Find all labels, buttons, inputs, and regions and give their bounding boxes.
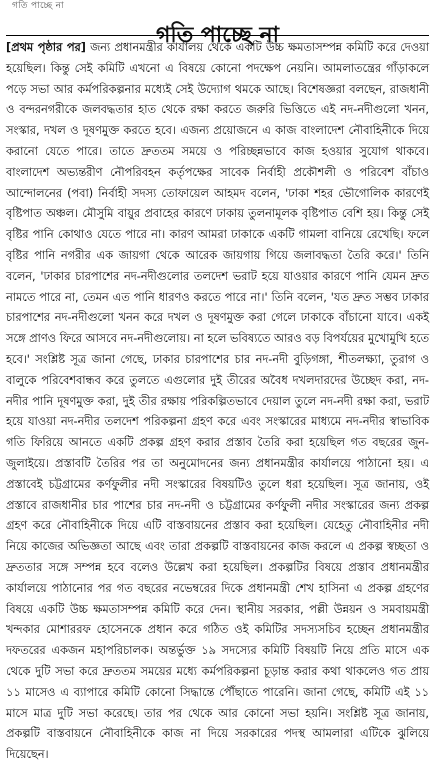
previous-page-clipping: গতি পাচ্ছে না [12,1,64,11]
article-body [6,38,429,762]
continuation-marker: [প্রথম পৃষ্ঠার পর] [6,41,86,54]
article-headline: গতি পাচ্ছে না [155,22,280,48]
article-paragraph [6,38,429,766]
article-text: জন্য প্রধানমন্ত্রীর কার্যালয় থেকে একটি উচ্চ ক্ষমতাসম্পন্ন কমিটি করে দেওয়া হয়েছিল। কিন্তু সেই কমিটি এখনো এ বিষয়ে কোনো পদক্ষেপ নেয়নি। আমলাতন্ত্রের গাঁড়াকলে পড়ে সভা আর কর্মপরিকল্পনার মধ্যেই সেই উদ্যোগ থমকে আছে। বিশেষজ্ঞরা বলছেন, রাজধানী ও বন্দরনগরীকে জলবদ্ধতার হাত থেকে রক্ষা করতে জরুরি ভিত্তিতে এই নদ-নদীগুলো খনন, সংস্কার, দখল ও দূষণমুক্ত করতে হবে। এজন্য প্রয়োজনে এ কাজ বাংলাদেশ নৌবাহিনীকে দিয়ে করানো যেতে পারে। তাতে দ্রুততম সময়ে ও পরিচ্ছন্নভাবে কাজ হওয়ার সুযোগ থাকবে। বাংলাদেশ অভ্যন্তরীণ নৌপরিবহন কর্তৃপক্ষের সাবেক নির্বাহী প্রকৌশলী ও পরিবেশ বাঁচাও আন্দোলনের (পবা) নির্বাহী সদস্য তোফায়েল আহমদ বলেন, 'ঢাকা শহর ভৌগোলিক কারণেই বৃষ্টিপাত অঞ্চল। মৌসুমি বায়ুর প্রবাহের কারণে ঢাকায় তুলনামূলক বৃষ্টিপাত বেশি হয়। কিন্তু সেই বৃষ্টির পানি কোথাও যেতে পারে না। কারণ আমরা ঢাকাকে একটি গামলা বানিয়ে রেখেছি। ফলে বৃষ্টির পানি নগরীর এক জায়গা থেকে আরেক জায়গায় গিয়ে জলাবদ্ধতা তৈরি করে।' তিনি বলেন, 'ঢাকার চারপাশের নদ-নদীগুলোর তলদেশ ভরাট হয়ে যাওয়ার কারণে পানি যেমন দ্রুত নামতে পারে না, তেমন এত পানি ধারণও করতে পারে না।' তিনি বলেন, 'যত দ্রুত সম্ভব ঢাকার চারপাশের নদ-নদীগুলো খনন করে দখল ও দূষণমুক্ত করা গেলে ঢাকাকে বাঁচানো যাবে। একই সঙ্গে প্রাণও ফিরে আসবে নদ-নদীগুলোয়। না হলে ভবিষ্যতে আরও বড় বিপর্যয়ের মুখোমুখি হতে হবে।' সংশ্লিষ্ট সূত্র জানা গেছে, ঢাকার চারপাশের চার নদ-নদী বুড়িগঙ্গা, শীতলক্ষ্যা, তুরাগ ও বালুকে পরিবেশবান্ধব করে তুলতে এগুলোর দুই তীরের অবৈধ দখলদারদের উচ্ছেদ করা, নদ-নদীর পানি দূষণমুক্ত করা, দুই তীর রক্ষায় পরিকল্পিতভাবে দেয়াল তুলে নদ-নদী রক্ষা করা, ভরাট হয়ে যাওয়া নদ-নদীর তলদেশ পরিকল্পনা গ্রহণ করে এবং সংস্কারের মাধ্যমে নদ-নদীর স্বাভাবিক গতি ফিরিয়ে আনতে একটি প্রকল্প গ্রহণ করার প্রস্তাব তৈরি করা হয়েছিল গত বছরের জুন-জুলাইয়ে। প্রস্তাবটি তৈরির পর তা অনুমোদনের জন্য প্রধানমন্ত্রীর কার্যালয়ে পাঠানো হয়। এ প্রস্তাবেই চট্টগ্রামের কর্ণফুলীর নদী সংস্কারের বিষয়টিও তুলে ধরা হয়েছিল। সূত্র জানায়, ওই প্রস্তাবে রাজধানীর চার পাশের চার নদ-নদী ও চট্টগ্রামের কর্ণফুলী নদীর সংস্কারের জন্য প্রকল্প গ্রহণ করে নৌবাহিনীকে দিয়ে এটি বাস্তবায়নের প্রস্তাব করা হয়েছিল। যেহেতু নৌবাহিনীর নদী নিয়ে কাজের অভিজ্ঞতা আছে এবং তারা প্রকল্পটি বাস্তবায়নের কাজ করলে এ প্রকল্প স্বচ্ছতা ও দ্রুততার সঙ্গে সম্পন্ন হবে বলেও উল্লেখ করা হয়েছিল। প্রকল্পটির বিষয়ে প্রস্তাব প্রধানমন্ত্রীর কার্যালয়ে পাঠানোর পর গত বছরের নভেম্বরের দিকে প্রধানমন্ত্রী শেখ হাসিনা এ প্রকল্প গ্রহণের বিষয়ে একটি উচ্চ ক্ষমতাসম্পন্ন কমিটি করে দেন। স্থানীয় সরকার, পল্লী উন্নয়ন ও সমবায়মন্ত্রী খন্দকার মোশাররফ হোসেনকে প্রধান করে গঠিত ওই কমিটির সদস্যসচিব হচ্ছেন প্রধানমন্ত্রীর দফতরের একজন মহাপরিচালক। অন্তর্ভুক্ত ১৯ সদস্যের কমিটি বিষয়টি নিয়ে প্রতি মাসে এক থেকে দুটি সভা করে দ্রুততম সময়ের মধ্যে কর্মপরিকল্পনা চূড়ান্ত করার কথা থাকলেও গত প্রায় ১১ মাসেও এ ব্যাপারে কমিটি কোনো সিদ্ধান্তে পৌঁছাতে পারেনি। জানা গেছে, কমিটি এই ১১ মাসে মাত্র দুটি সভা করেছে। তার পর থেকে আর কোনো সভা হয়নি। সংশ্লিষ্ট সূত্র জানায়, প্রকল্পটি বাস্তবায়নে নৌবাহিনীকে কাজ না দিয়ে সরকারের পদস্থ আমলারা এটিকে ঝুলিয়ে দিয়েছেন। [6,41,429,762]
headline-divider [6,35,429,36]
